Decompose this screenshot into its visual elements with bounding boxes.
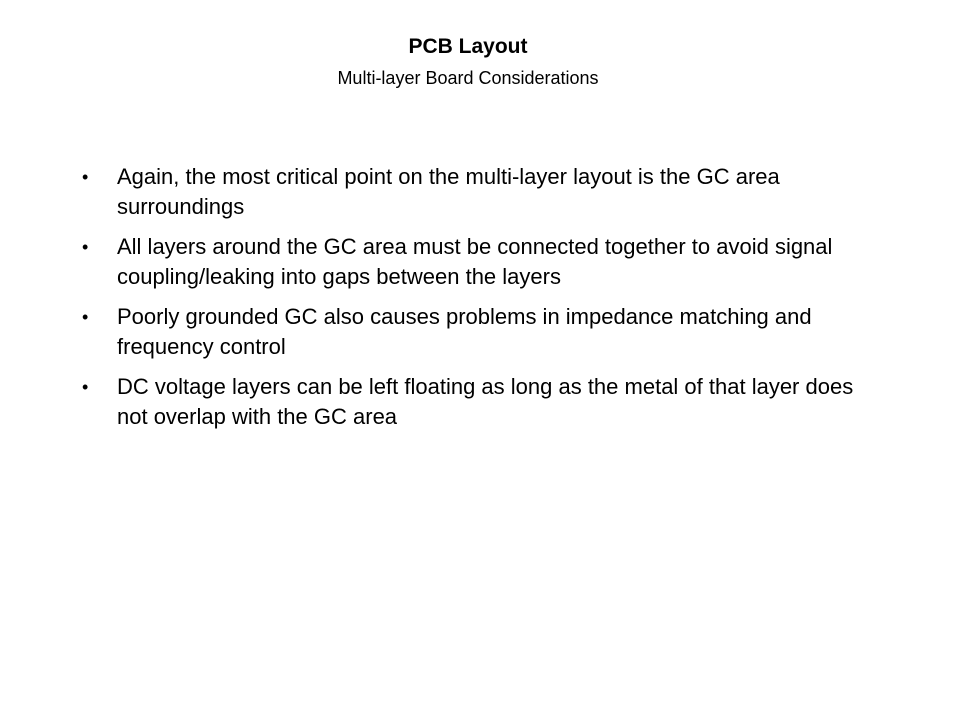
- bullet-text: All layers around the GC area must be connected together to avoid signal coupling/leaking into gaps between the layers: [117, 234, 833, 289]
- slide-title: PCB Layout: [408, 35, 528, 58]
- bullet-item: [78, 232, 858, 292]
- bullet-list: [78, 162, 858, 442]
- slide-subtitle: Multi-layer Board Considerations: [337, 68, 599, 88]
- bullet-item: [78, 372, 858, 432]
- bullet-icon: •: [82, 307, 89, 327]
- bullet-item: [78, 162, 858, 222]
- bullet-item: [78, 302, 858, 362]
- bullet-icon: •: [82, 237, 89, 257]
- bullet-text: Poorly grounded GC also causes problems in impedance matching and frequency control: [117, 304, 812, 359]
- bullet-text: DC voltage layers can be left floating as long as the metal of that layer does not overlap with the GC area: [117, 374, 854, 429]
- bullet-icon: •: [82, 167, 89, 187]
- bullet-text: Again, the most critical point on the multi-layer layout is the GC area surroundings: [117, 164, 780, 219]
- bullet-icon: •: [82, 377, 89, 397]
